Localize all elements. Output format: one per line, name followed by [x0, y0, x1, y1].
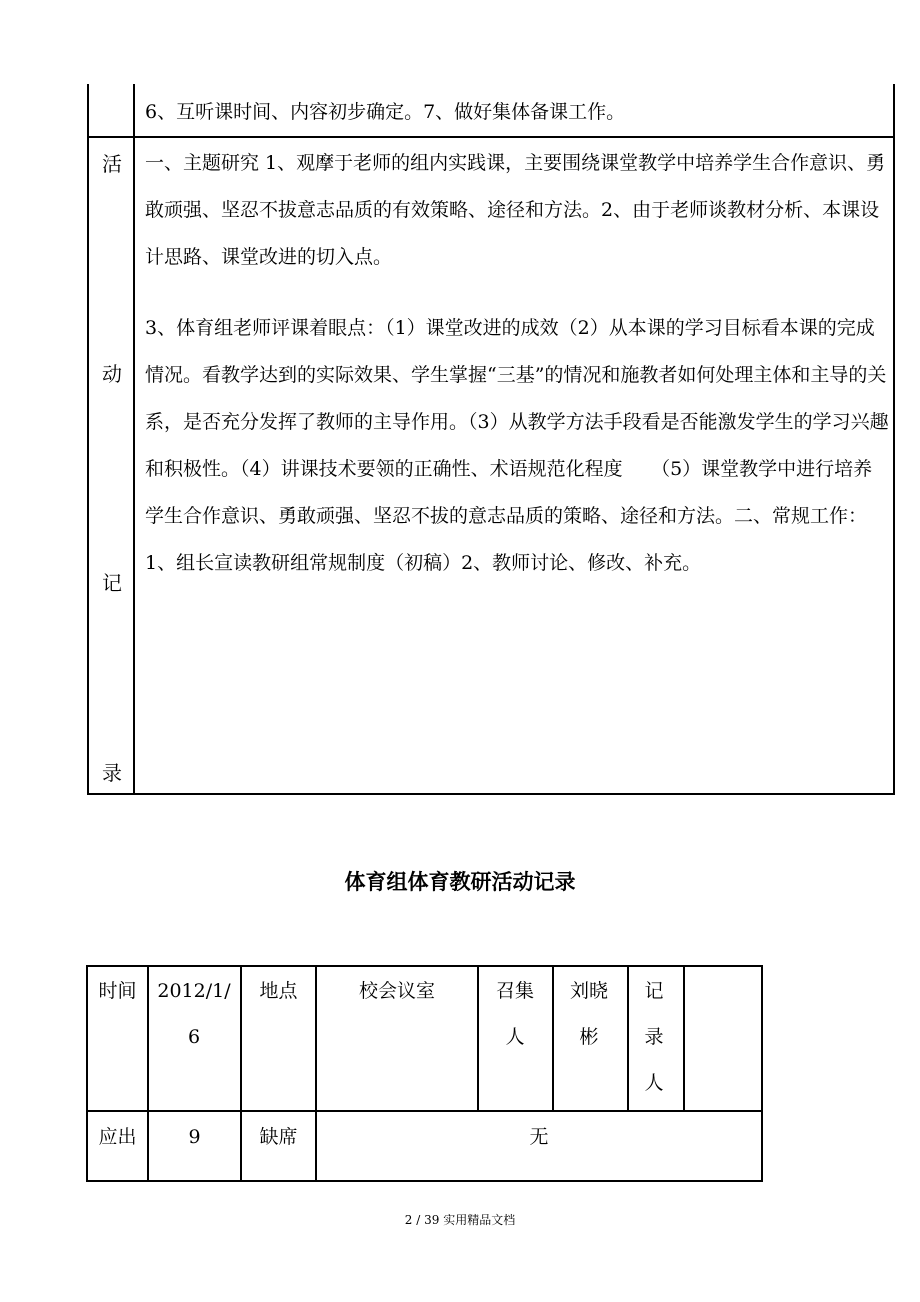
page-footer: 2 / 39 实用精品文档 — [404, 1213, 516, 1227]
time-label: 时间 — [98, 980, 137, 1002]
side-label-char-1: 活 — [102, 152, 122, 176]
place-value: 校会议室 — [358, 980, 435, 1002]
side-label-char-4: 录 — [102, 761, 122, 785]
recorder-label: 记录人 — [644, 980, 664, 1094]
due-value: 9 — [188, 1126, 201, 1148]
activity-paragraph-2: 3、体育组老师评课着眼点：（1）课堂改进的成效（2）从本课的学习目标看本课的完成情况。看教学达到的实际效果、学生掌握“三基”的情况和施教者如何处理主体和主导的关系，是否充分发挥了教师的主导作用。（3）从教学方法手段看是否能激发学生的学习兴趣和积极性。（4）讲课技术要领的正确性、术语规范化程度 （5）课堂教学中进行培养学生合作意识、勇敢顽强、坚忍不拔的意志品质的策略、途径和方法。二、常规工作：1、组长宣读教研组常规制度（初稿）2、教师讨论、修改、补充。 — [145, 317, 889, 574]
continued-row-text: 6、互听课时间、内容初步确定。7、做好集体备课工作。 — [145, 101, 626, 123]
convener-value: 刘晓彬 — [569, 980, 608, 1048]
side-label-char-3: 记 — [102, 571, 122, 595]
side-label-char-2: 动 — [102, 362, 122, 386]
absent-value: 无 — [529, 1126, 549, 1148]
convener-label: 召集人 — [495, 980, 534, 1048]
activity-paragraph-1: 一、主题研究 1、观摩于老师的组内实践课，主要围绕课堂教学中培养学生合作意识、勇敢顽强、坚忍不拔意志品质的有效策略、途径和方法。2、由于老师谈教材分析、本课设计思路、课堂改进的切入点。 — [145, 152, 886, 268]
time-value: 2012/1/6 — [157, 980, 231, 1048]
place-label: 地点 — [259, 980, 298, 1002]
absent-label: 缺席 — [259, 1126, 298, 1148]
page-title: 体育组体育教研活动记录 — [344, 870, 576, 894]
due-label: 应出 — [98, 1126, 137, 1148]
